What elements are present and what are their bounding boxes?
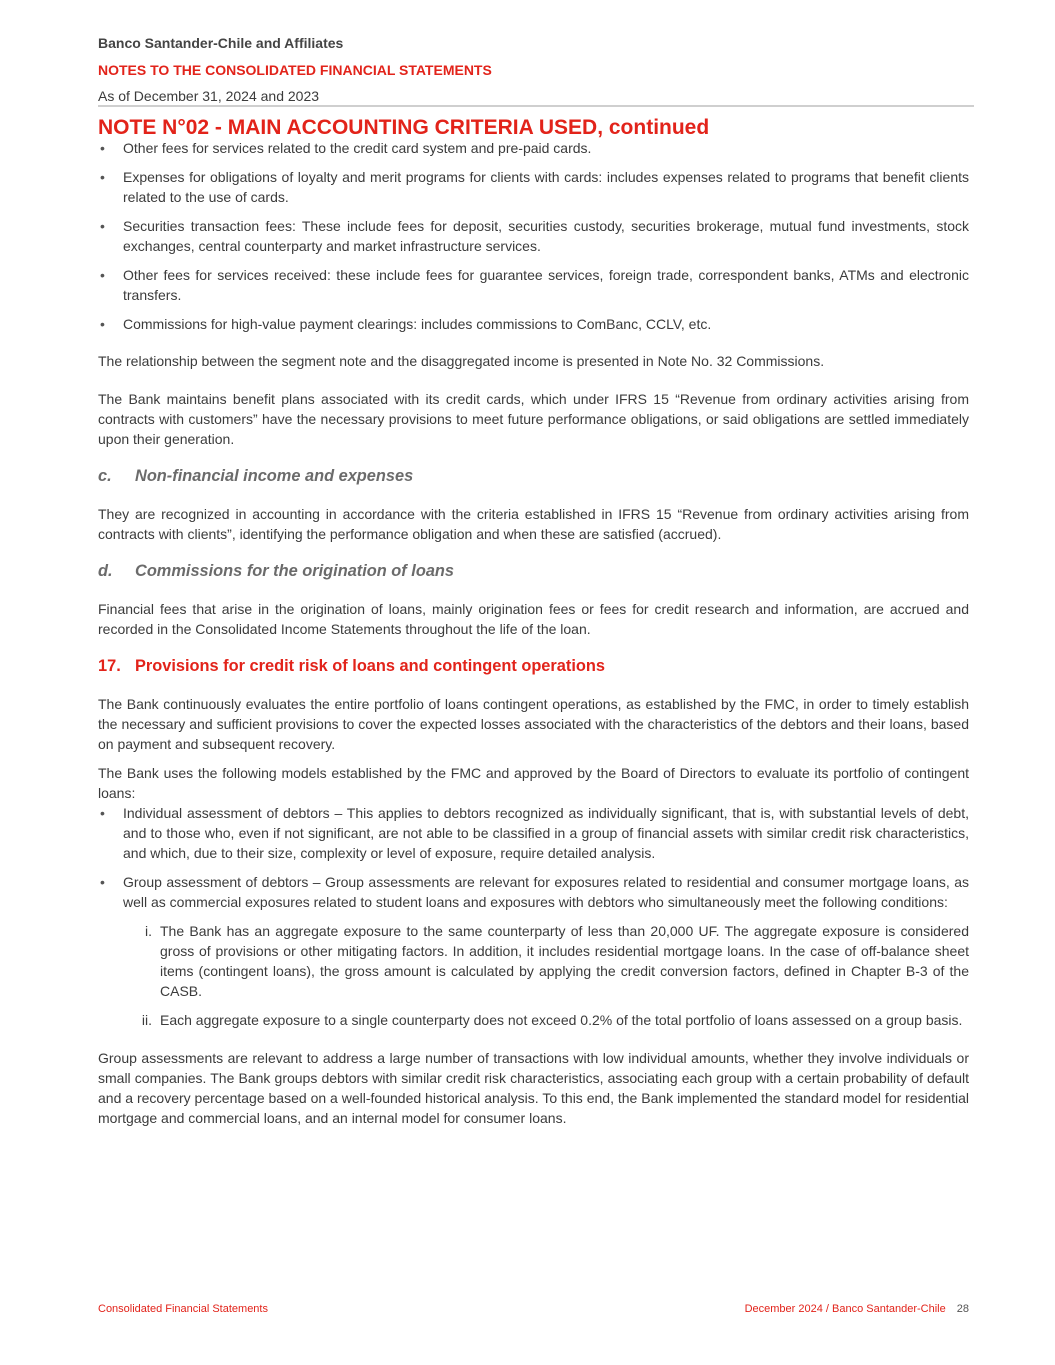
models-list (98, 803, 969, 1030)
header-company: Banco Santander-Chile and Affiliates (98, 35, 344, 51)
header-divider (98, 105, 974, 107)
condition-item (123, 1010, 969, 1030)
section-d-heading (98, 561, 969, 581)
section-c-paragraph: They are recognized in accounting in accordance with the criteria established in IFRS 15 “Revenue from ordinary activities arising from contracts with clients”, identifying the performance obligation and when these are satisfied (accrued). (98, 506, 969, 542)
model-group-text: Group assessment of debtors – Group assessments are relevant for exposures related to residential and consumer mortgage loans, as well as commercial exposures related to student loans and exposures with debtors who simultaneously meet the following conditions: (123, 874, 969, 910)
section-c-heading (98, 466, 969, 486)
note-title: NOTE N°02 - MAIN ACCOUNTING CRITERIA USED, continued (98, 116, 710, 139)
closing-paragraph: Group assessments are relevant to address a large number of transactions with low individual amounts, whether they involve individuals or small companies. The Bank groups debtors with similar credit risk characteristics, associating each group with a certain probability of default and a recovery percentage based on a well-founded historical analysis. To this end, the Bank implemented the standard model for residential mortgage and commercial loans, and an internal model for consumer loans. (98, 1050, 969, 1126)
page-number: 28 (956, 1303, 969, 1315)
model-individual-text: Individual assessment of debtors – This applies to debtors recognized as individually significant, that is, with substantial levels of debt, and to those who, even if not significant, are not able to be classified in a group of financial assets with similar credit risk characteristics, and which, due to their size, complexity or level of exposure, require detailed analysis. (123, 805, 969, 861)
section-17-heading (98, 656, 969, 676)
fee-list (98, 138, 969, 334)
list-item: • Other fees for services related to the credit card system and pre-paid cards. (98, 138, 969, 158)
condition-text: Each aggregate exposure to a single counterparty does not exceed 0.2% of the total portfolio of loans assessed on a group basis. (160, 1012, 963, 1028)
page-footer (98, 1302, 969, 1316)
benefit-paragraph: The Bank maintains benefit plans associated with its credit cards, which under IFRS 15 “Revenue from ordinary activities arising from contracts with customers” have the necessary provisions to meet future performance obligations, or said obligations are settled immediately upon their generation. (98, 391, 969, 447)
header-title: NOTES TO THE CONSOLIDATED FINANCIAL STATEMENTS (98, 62, 492, 78)
section-17-title: Provisions for credit risk of loans and contingent operations (135, 657, 605, 675)
condition-label: ii. (141, 1012, 152, 1028)
section-17-label: 17. (98, 657, 121, 675)
condition-label: i. (145, 923, 152, 939)
list-item: • Expenses for obligations of loyalty and merit programs for clients with cards: includes expenses related to programs that benefit clients related to the use of cards. (98, 167, 969, 207)
conditions-list (123, 921, 969, 1030)
footer-period: December 2024 / Banco Santander-Chile (744, 1303, 946, 1315)
footer-document-name: Consolidated Financial Statements (98, 1303, 268, 1315)
section-d-paragraph: Financial fees that arise in the origination of loans, mainly origination fees or fees for credit research and information, are accrued and recorded in the Consolidated Income Statements throughout the life of the loan. (98, 601, 969, 637)
condition-text: The Bank has an aggregate exposure to the same counterparty of less than 20,000 UF. The aggregate exposure is considered gross of provisions or other mitigating factors. In addition, it includes residential mortgage loans. In the case of off-balance sheet items (contingent loans), the gross amount is calculated by applying the credit conversion factors, defined in Chapter B-3 of the CASB. (160, 923, 969, 999)
condition-item (123, 921, 969, 1001)
section-c-label: c. (98, 467, 112, 485)
section-d-title: Commissions for the origination of loans (135, 562, 455, 580)
page-content (98, 118, 969, 1128)
segment-paragraph: The relationship between the segment note and the disaggregated income is presented in Note No. 32 Commissions. (98, 353, 825, 369)
header-date: As of December 31, 2024 and 2023 (98, 88, 320, 104)
section-17-paragraph: The Bank continuously evaluates the entire portfolio of loans contingent operations, as established by the FMC, in order to timely establish the necessary and sufficient provisions to cover the expected losses associated with the characteristics of the debtors and their loans, based on payment and subsequent recovery. (98, 696, 969, 752)
list-item: • Securities transaction fees: These include fees for deposit, securities custody, securities brokerage, mutual fund investments, stock exchanges, central counterparty and market infrastructure services. (98, 216, 969, 256)
section-17-paragraph: The Bank uses the following models established by the FMC and approved by the Board of Directors to evaluate its portfolio of contingent loans: (98, 765, 969, 801)
list-item: • Other fees for services received: these include fees for guarantee services, foreign trade, correspondent banks, ATMs and electronic transfers. (98, 265, 969, 305)
list-item: • Commissions for high-value payment clearings: includes commissions to ComBanc, CCLV, etc. (98, 314, 969, 334)
list-item (98, 803, 969, 863)
list-item (98, 872, 969, 1030)
section-c-title: Non-financial income and expenses (135, 467, 414, 485)
footer-right-group (745, 1302, 969, 1316)
section-d-label: d. (98, 562, 113, 580)
